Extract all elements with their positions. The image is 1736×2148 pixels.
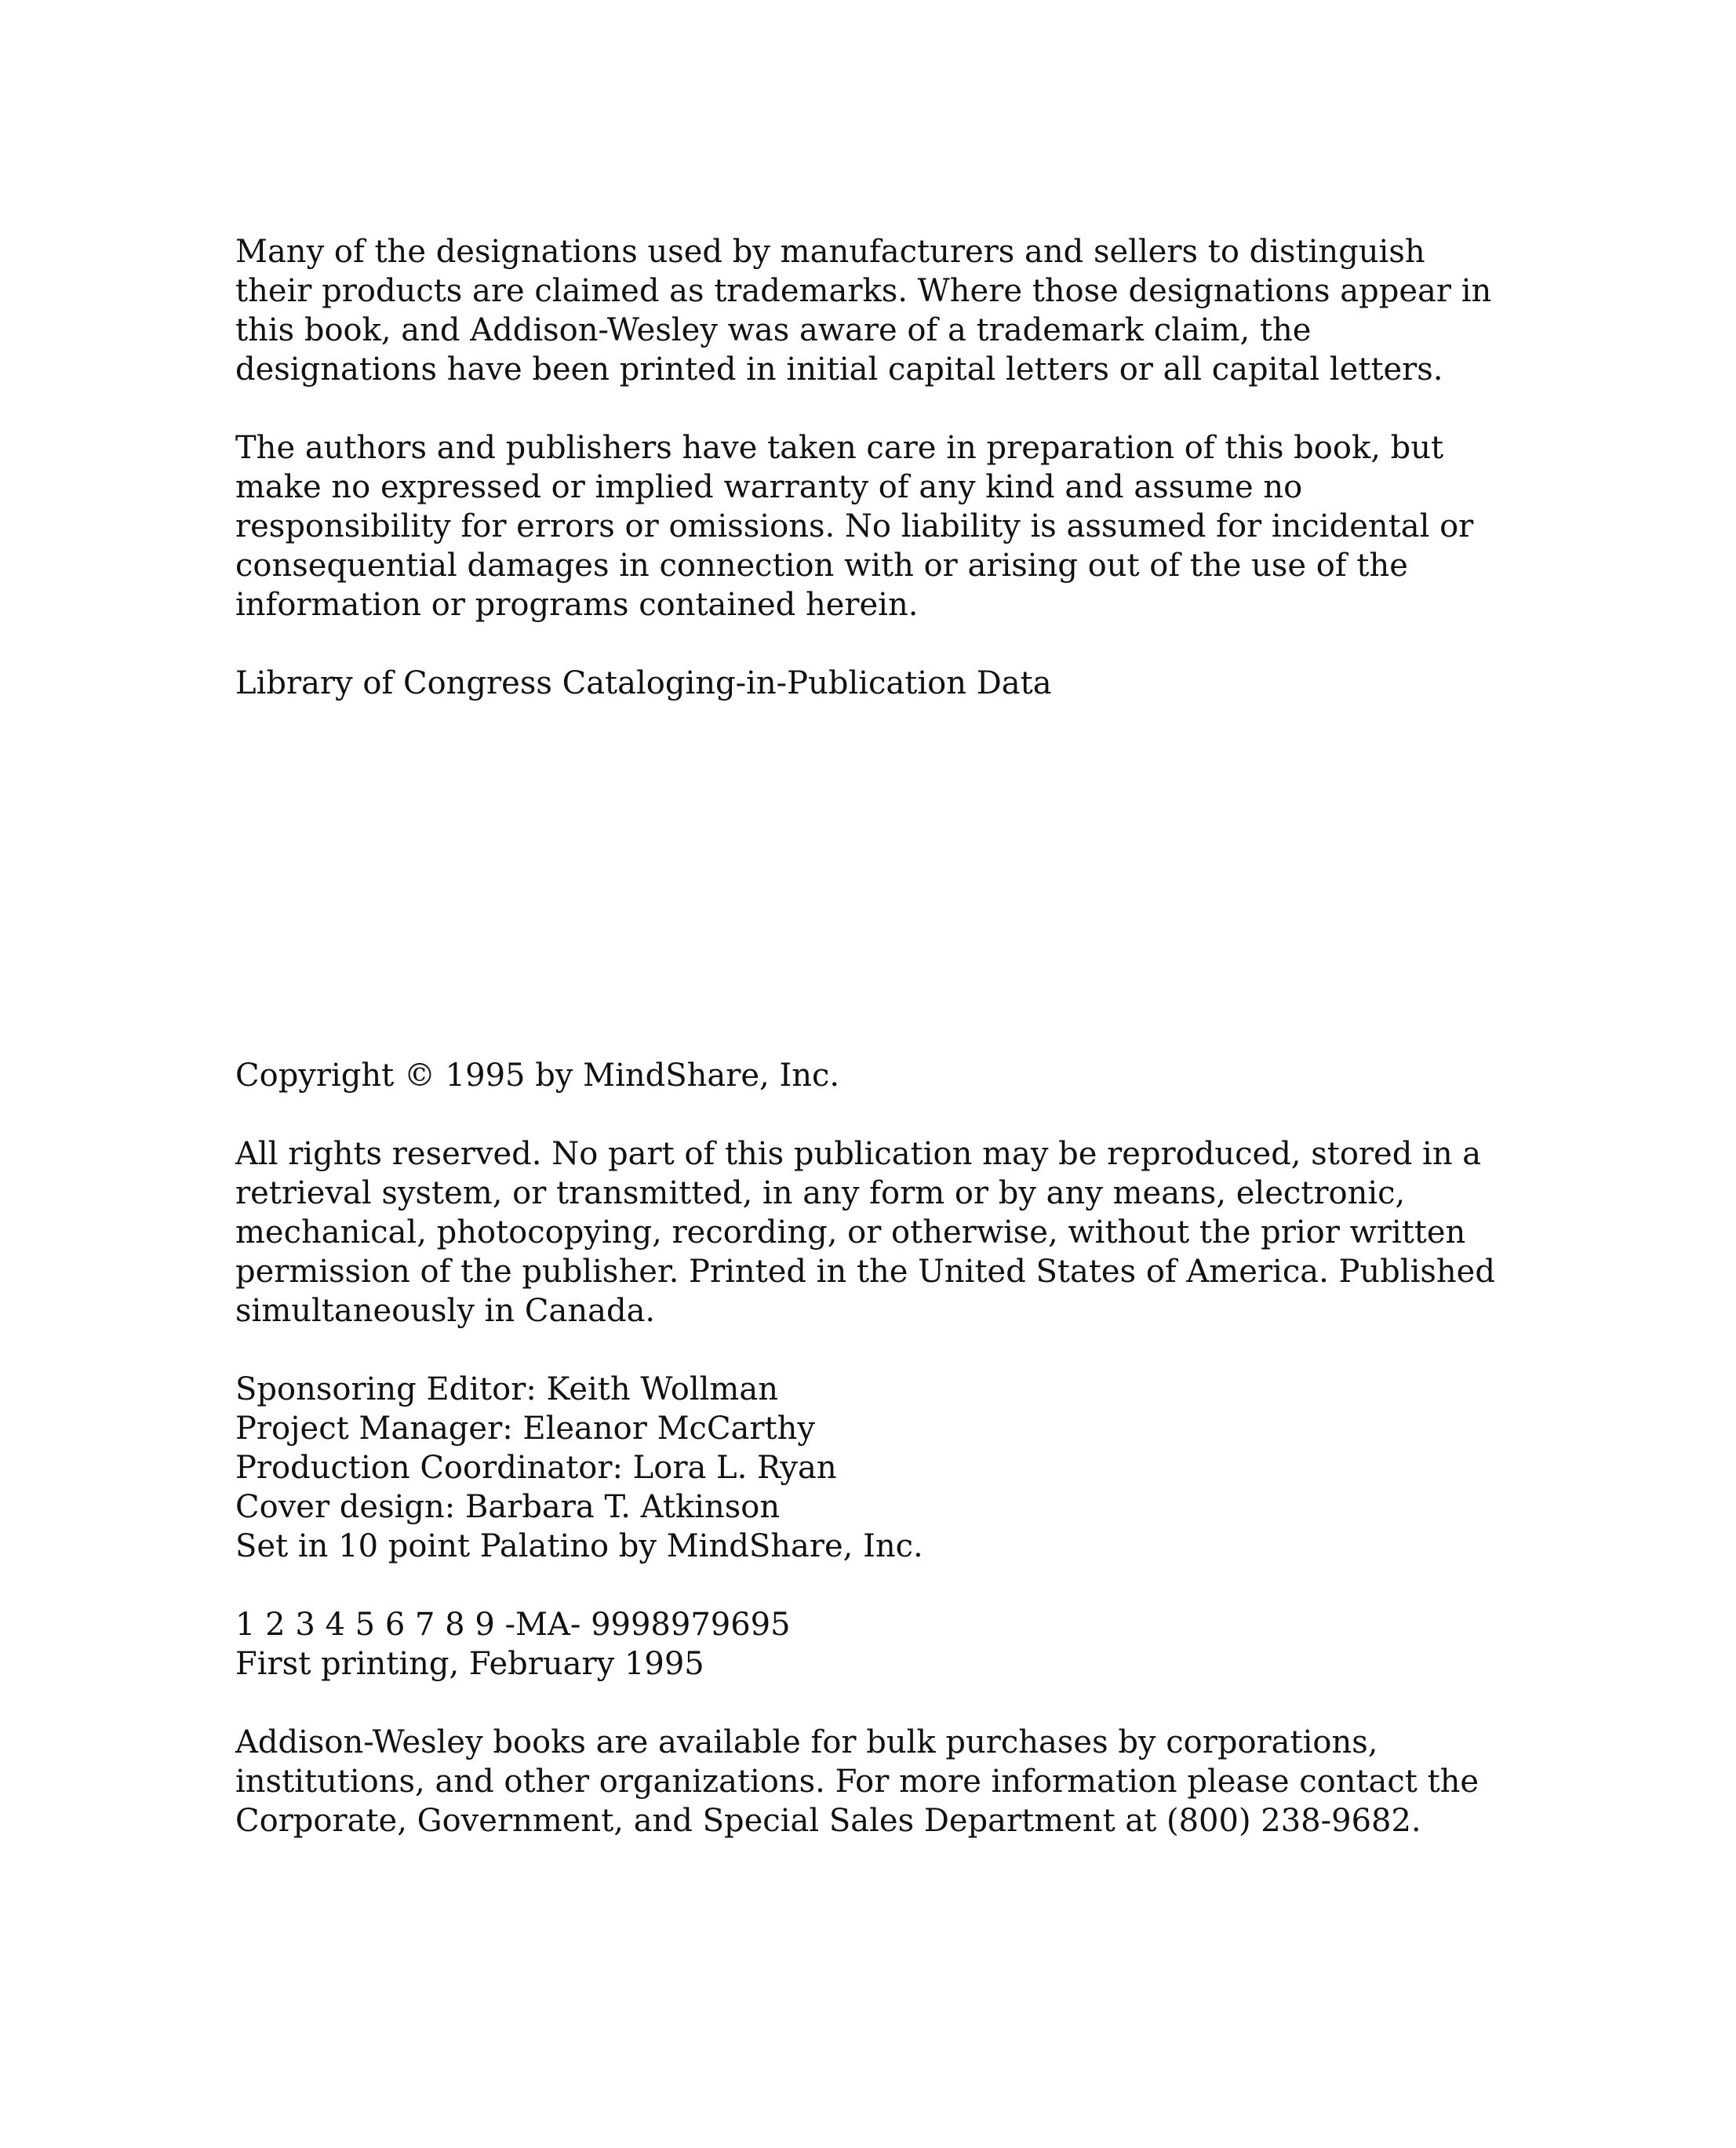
rights-line: All rights reserved. No part of this publication may be reproduced, stored in a — [235, 1136, 1482, 1172]
bulk-sales-line: Corporate, Government, and Special Sales Department at (800) 238-9682. — [235, 1803, 1421, 1839]
copyright-text: Copyright © 1995 by MindShare, Inc. — [235, 1058, 840, 1094]
trademark-line: this book, and Addison-Wesley was aware of a trademark claim, the — [235, 312, 1312, 348]
credit-line: Project Manager: Eleanor McCarthy — [235, 1411, 815, 1447]
copyright-line — [235, 1056, 1569, 1095]
rights-statement — [235, 1134, 1569, 1331]
rights-line: mechanical, photocopying, recording, or otherwise, without the prior written — [235, 1214, 1466, 1251]
disclaimer-line: responsibility for errors or omissions. No liability is assumed for incidental or — [235, 508, 1474, 544]
trademark-line: designations have been printed in initial capital letters or all capital letters. — [235, 351, 1443, 388]
trademark-line: Many of the designations used by manufacturers and sellers to distinguish — [235, 234, 1425, 270]
disclaimer-line: make no expressed or implied warranty of any kind and assume no — [235, 469, 1303, 505]
cip-data-blank-area — [235, 703, 1569, 1056]
credit-line: Cover design: Barbara T. Atkinson — [235, 1489, 781, 1525]
trademark-line: their products are claimed as trademarks. Where those designations appear in — [235, 273, 1492, 309]
bulk-sales-line: Addison-Wesley books are available for bulk purchases by corporations, — [235, 1724, 1378, 1760]
credits — [235, 1370, 1569, 1566]
printing-line: First printing, February 1995 — [235, 1646, 704, 1682]
bulk-sales-notice — [235, 1723, 1569, 1840]
disclaimer-line: information or programs contained herein. — [235, 587, 919, 623]
credit-line: Sponsoring Editor: Keith Wollman — [235, 1371, 778, 1407]
rights-line: permission of the publisher. Printed in the United States of America. Published — [235, 1254, 1495, 1290]
printing-info — [235, 1605, 1569, 1684]
rights-line: retrieval system, or transmitted, in any form or by any means, electronic, — [235, 1175, 1406, 1211]
copyright-page — [235, 232, 1569, 1840]
credit-line: Set in 10 point Palatino by MindShare, Inc. — [235, 1528, 923, 1564]
disclaimer-line: The authors and publishers have taken care in preparation of this book, but — [235, 430, 1444, 466]
trademark-notice — [235, 232, 1569, 389]
printing-line: 1 2 3 4 5 6 7 8 9 -MA- 9998979695 — [235, 1607, 791, 1643]
cip-heading — [235, 664, 1569, 703]
credit-line: Production Coordinator: Lora L. Ryan — [235, 1450, 837, 1486]
bulk-sales-line: institutions, and other organizations. For more information please contact the — [235, 1764, 1479, 1800]
disclaimer — [235, 428, 1569, 624]
rights-line: simultaneously in Canada. — [235, 1293, 656, 1329]
disclaimer-line: consequential damages in connection with or arising out of the use of the — [235, 548, 1408, 584]
cip-heading-text: Library of Congress Cataloging-in-Publication Data — [235, 665, 1052, 701]
